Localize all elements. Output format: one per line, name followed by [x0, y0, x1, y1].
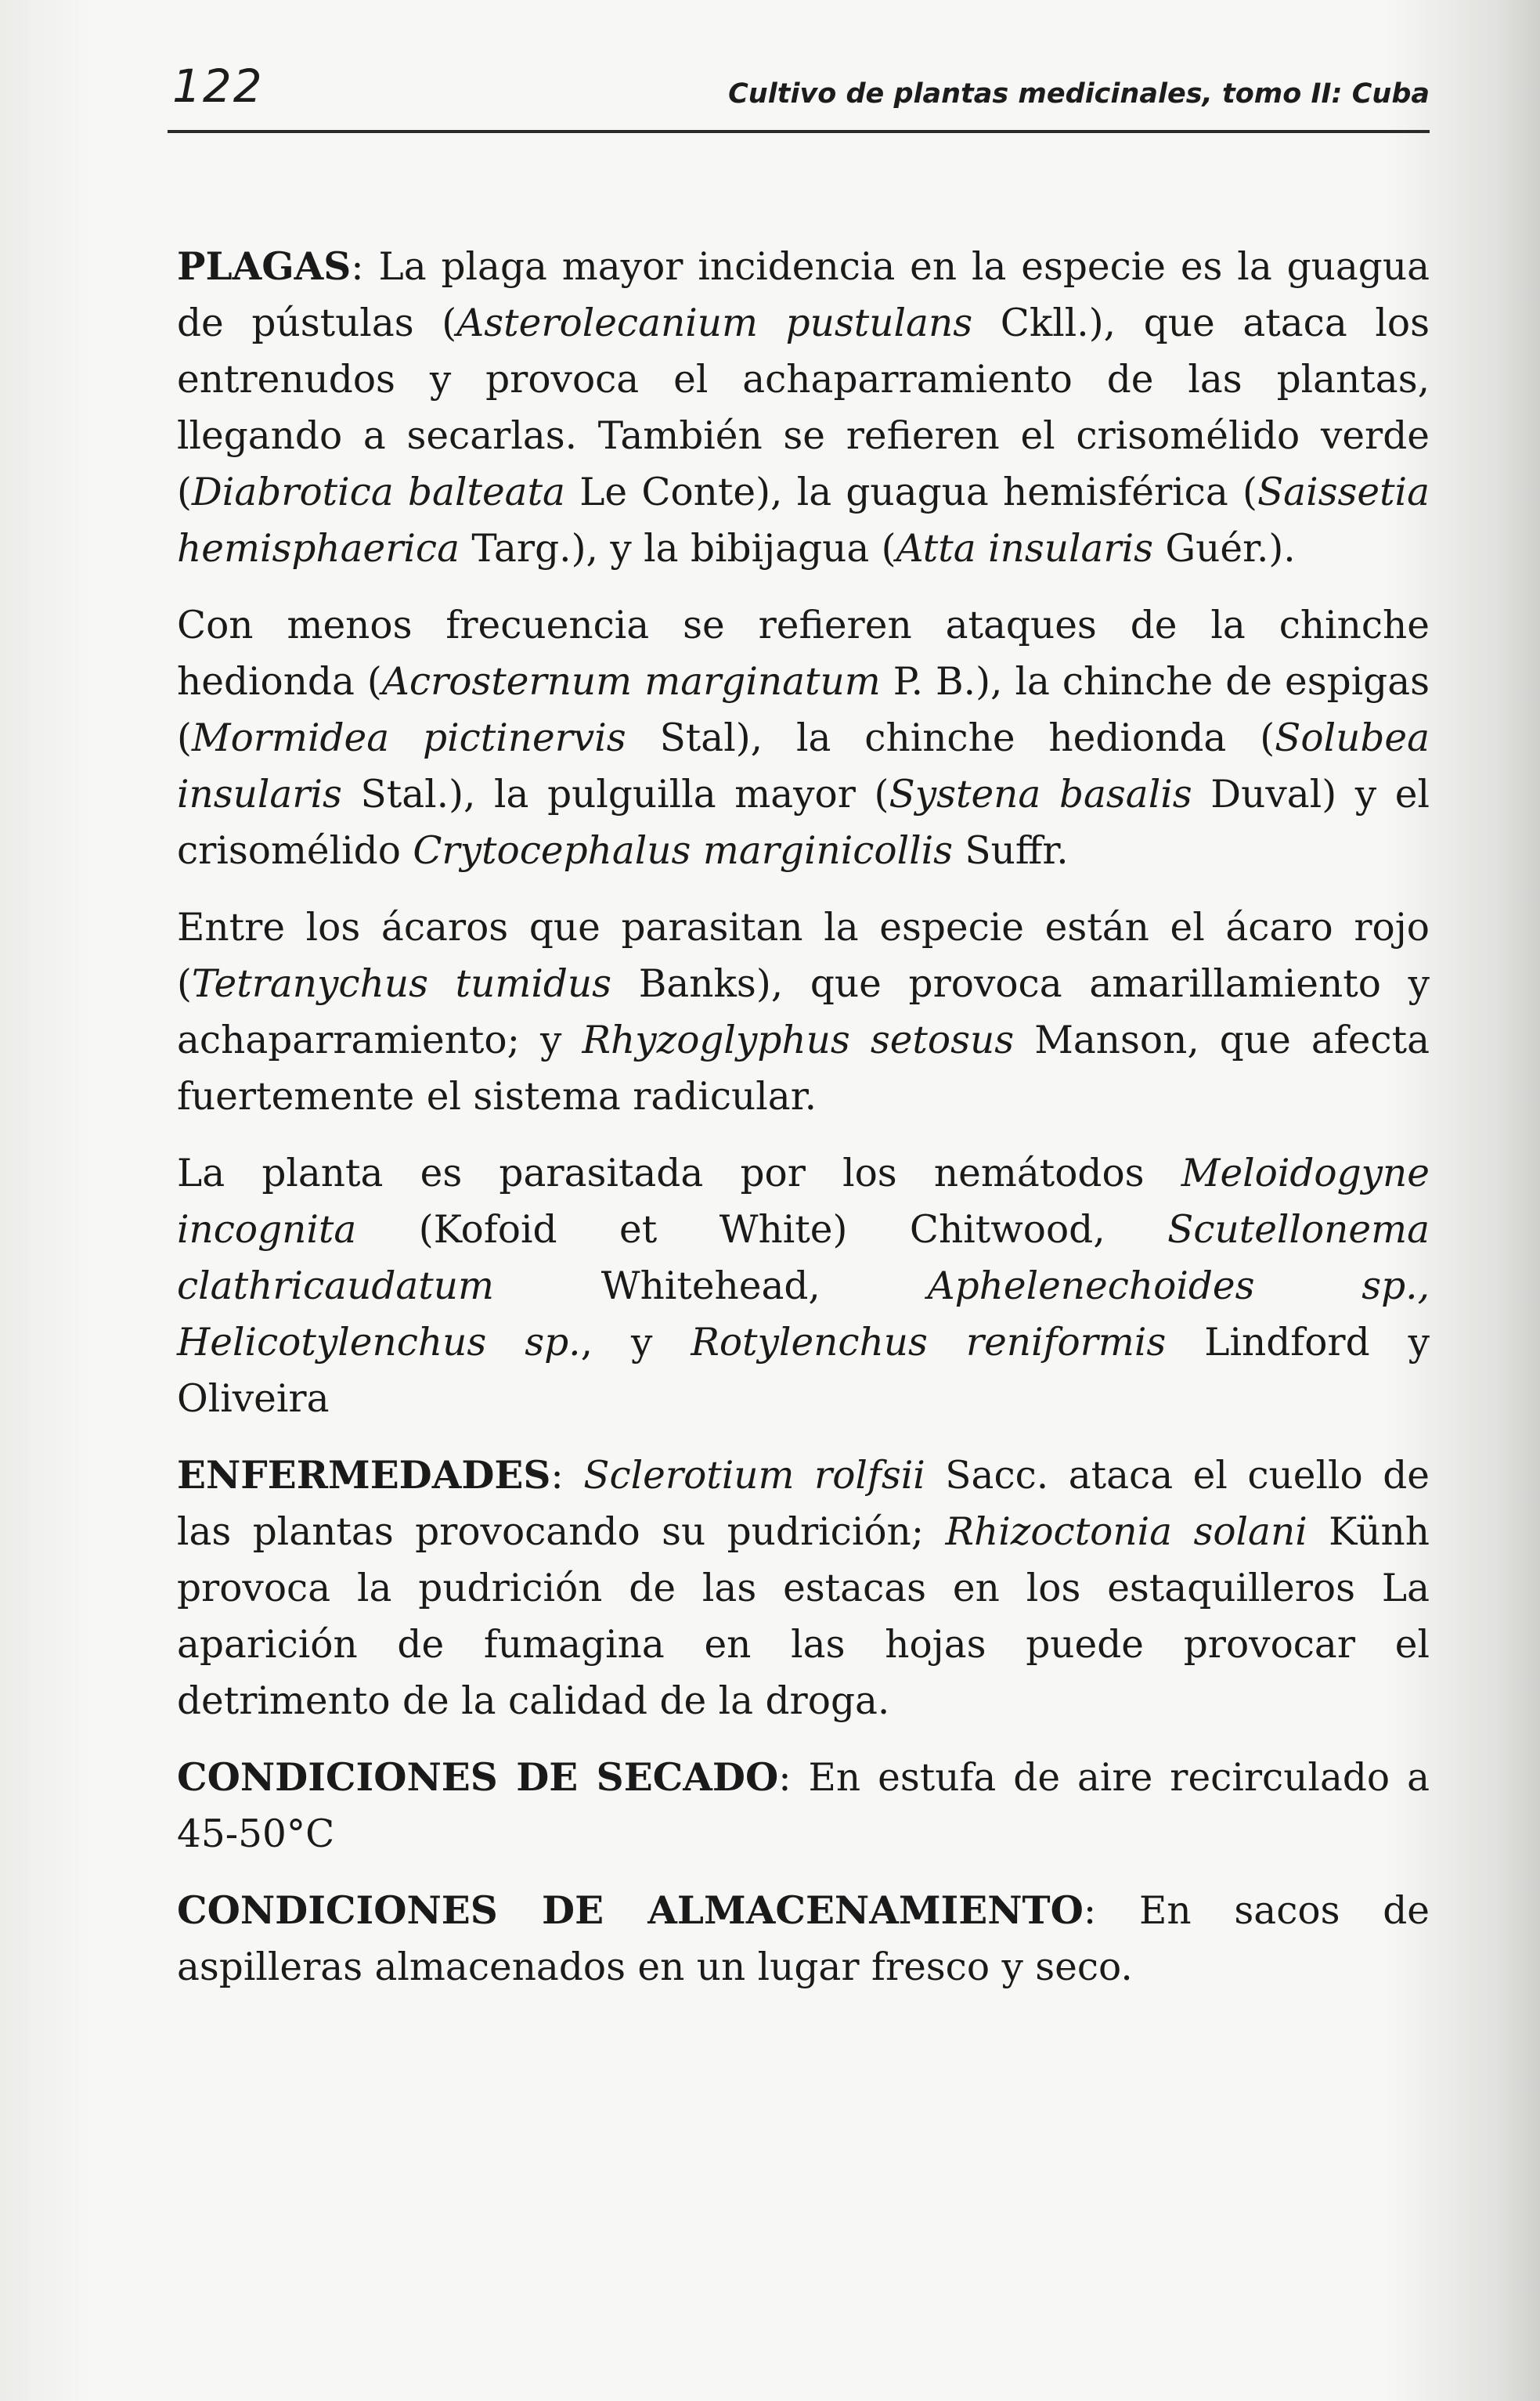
text-run: P. B.), la chinche de espigas ( — [177, 660, 1430, 760]
species-name: Diabrotica balteata — [191, 470, 565, 514]
text-run: Con menos frecuencia se refieren ataques de la chinche hedionda ( — [177, 604, 1430, 704]
species-name: Rotylenchus reniformis — [691, 1321, 1167, 1365]
text-run: : En estufa de aire recirculado a 45-50°C — [177, 1756, 1430, 1856]
text-run: , y — [580, 1321, 691, 1365]
species-name: Aphelenechoides sp., Helicotylenchus sp. — [177, 1264, 1430, 1365]
paragraph-secado — [177, 1750, 1430, 1862]
text-run: Stal.), la pulguilla mayor ( — [341, 773, 889, 817]
species-name: Atta insularis — [896, 527, 1153, 571]
text-run: : La plaga mayor incidencia en la especie es la guagua de pústulas ( — [177, 245, 1430, 345]
species-name: Rhyzoglyphus setosus — [582, 1018, 1015, 1062]
text-run: : En sacos de aspilleras almacenados en un lugar fresco y seco. — [177, 1889, 1430, 1989]
header-rule — [168, 130, 1430, 133]
paragraph-plagas — [177, 239, 1430, 577]
text-run: Stal), la chinche hedionda ( — [626, 716, 1275, 760]
page-body — [177, 239, 1430, 2016]
section-term-enfermedades: ENFERMEDADES — [177, 1453, 551, 1498]
species-name: Rhizoctonia solani — [945, 1510, 1307, 1554]
species-name: Asterolecanium pustulans — [456, 301, 973, 345]
species-name: Mormidea pictinervis — [191, 716, 626, 760]
text-run: Le Conte), la guagua hemisférica ( — [564, 470, 1257, 514]
section-term-almacenamiento: CONDICIONES DE ALMACENAMIENTO — [177, 1888, 1084, 1933]
species-name: Sclerotium rolfsii — [583, 1454, 925, 1498]
species-name: Solubea insularis — [177, 716, 1430, 817]
text-run: Guér.). — [1152, 527, 1296, 571]
species-name: Saissetia hemisphaerica — [177, 470, 1430, 571]
text-run: Entre los ácaros que parasitan la especie están el ácaro rojo ( — [177, 906, 1430, 1006]
text-run: (Kofoid et White) Chitwood, — [356, 1208, 1168, 1252]
text-run: Duval) y el crisomélido — [177, 773, 1430, 873]
text-run: Sacc. ataca el cuello de las plantas provocando su pudrición; — [177, 1454, 1430, 1554]
text-run: Whitehead, — [494, 1264, 928, 1308]
text-run: Manson, que afecta fuertemente el sistema radicular. — [177, 1018, 1430, 1119]
species-name: Meloidogyne incognita — [177, 1152, 1430, 1252]
text-run: Banks), que provoca amarillamiento y achaparramiento; y — [177, 962, 1430, 1062]
text-run: Künh provoca la pudrición de las estacas en los estaquilleros La aparición de fumagina en las hojas puede provocar el detrimento de la calidad de la droga. — [177, 1510, 1430, 1723]
paragraph-plagas-secundarias — [177, 597, 1430, 879]
species-name: Tetranychus tumidus — [191, 962, 612, 1006]
text-run: Targ.), y la bibijagua ( — [460, 527, 896, 571]
species-name: Scutellonema clathricaudatum — [177, 1208, 1430, 1308]
paragraph-acaros — [177, 899, 1430, 1125]
section-term-plagas: PLAGAS — [177, 244, 352, 289]
page-header — [168, 56, 1430, 135]
paragraph-almacenamiento — [177, 1883, 1430, 1995]
running-title: Cultivo de plantas medicinales, tomo II: Cuba — [728, 78, 1430, 110]
paragraph-nematodos — [177, 1145, 1430, 1427]
species-name: Crytocephalus marginicollis — [413, 829, 954, 873]
text-run: Ckll.), que ataca los entrenudos y provoca el achaparramiento de las plantas, llegando a secarlas. También se refieren el crisomélido verde ( — [177, 301, 1430, 514]
species-name: Systena basalis — [889, 773, 1192, 817]
species-name: Acrosternum marginatum — [381, 660, 881, 704]
text-run: Lindford y Oliveira — [177, 1321, 1430, 1421]
paragraph-enfermedades — [177, 1447, 1430, 1729]
page-number: 122 — [172, 59, 264, 113]
text-run: La planta es parasitada por los nemátodos — [177, 1152, 1181, 1195]
text-run: : — [550, 1454, 584, 1498]
section-term-secado: CONDICIONES DE SECADO — [177, 1755, 779, 1800]
text-run: Suffr. — [953, 829, 1069, 873]
